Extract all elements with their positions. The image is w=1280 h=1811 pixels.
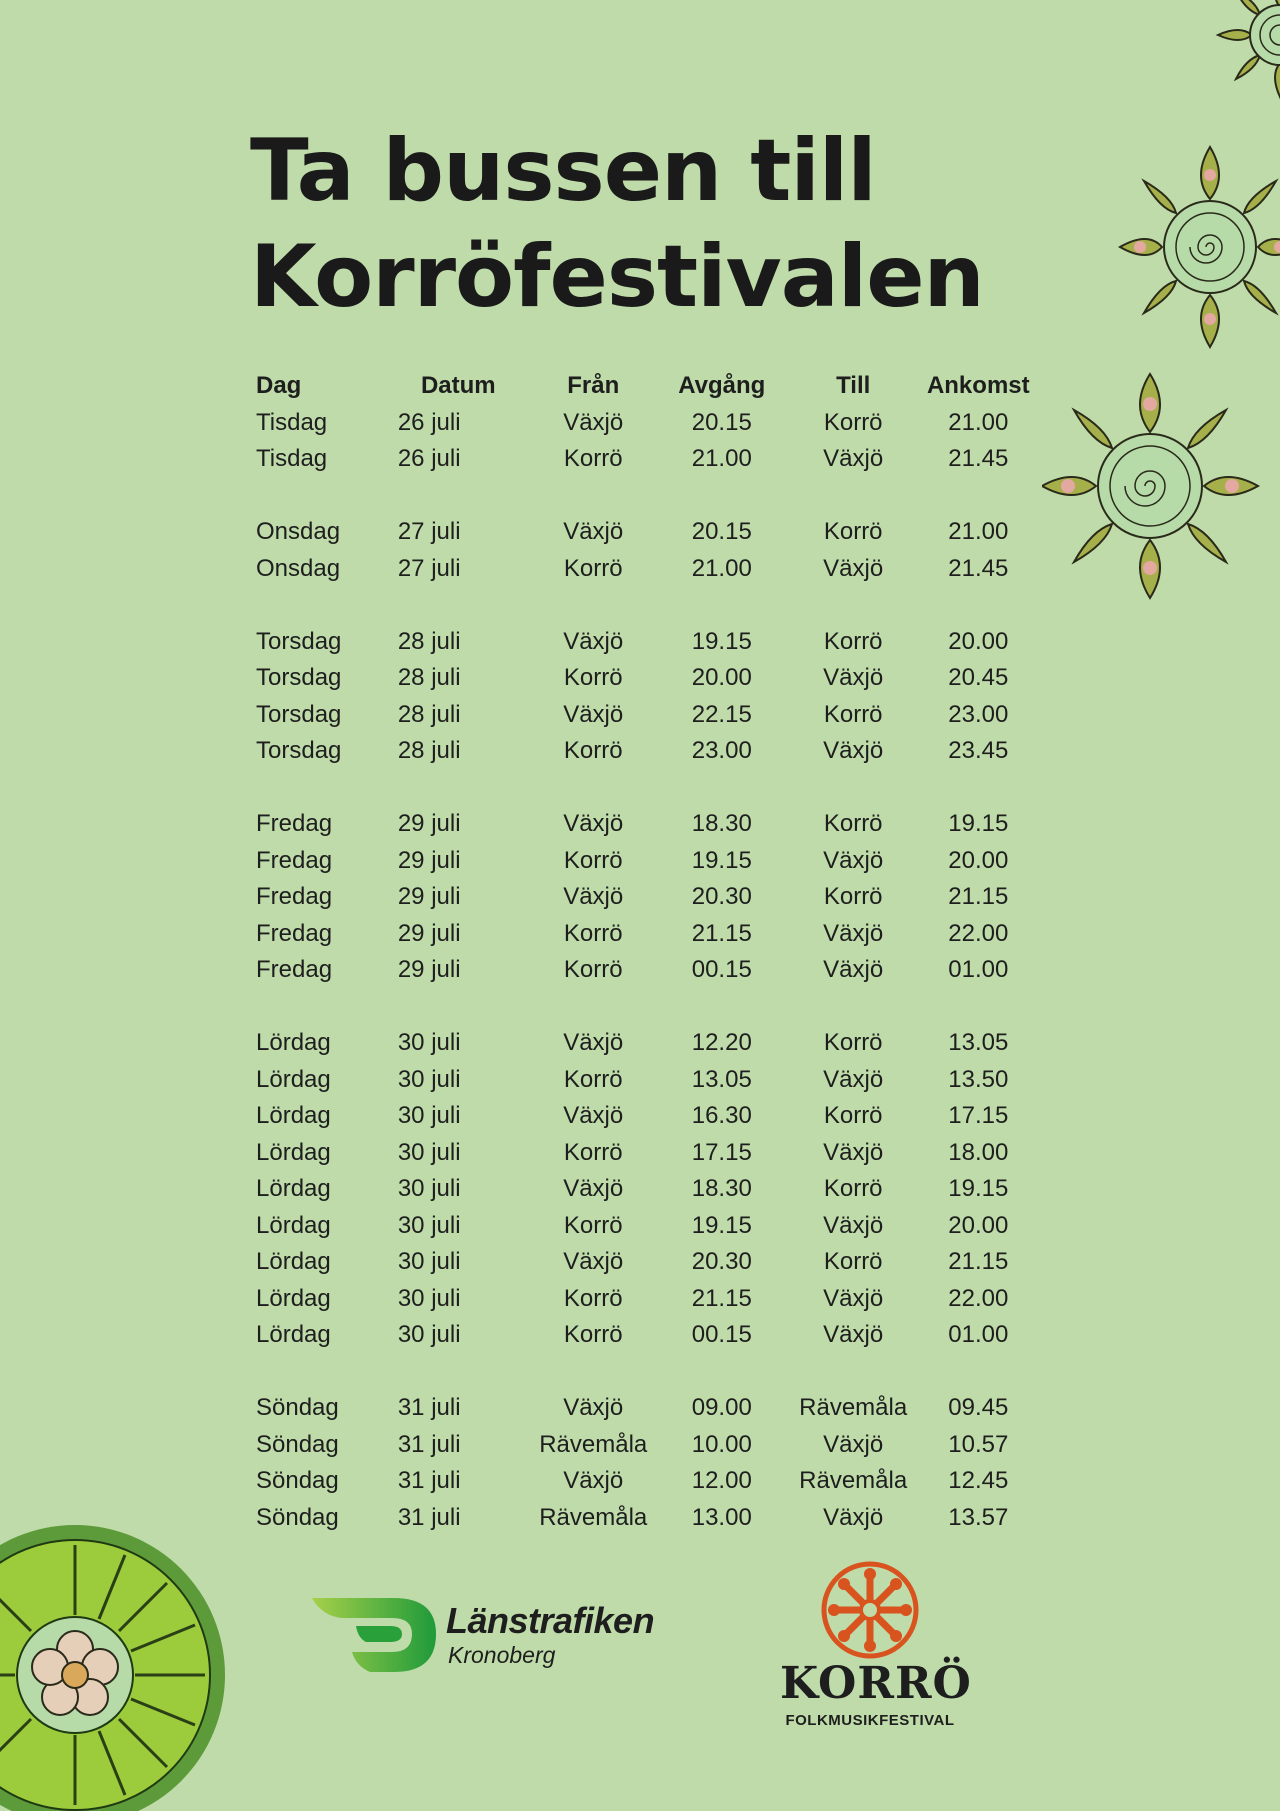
cell-departure: 00.15 bbox=[691, 956, 752, 983]
cell-to: Rävemåla bbox=[799, 1394, 908, 1421]
cell-arrival: 22.00 bbox=[948, 1284, 1009, 1312]
table-row bbox=[256, 1098, 1036, 1135]
cell-to: Växjö bbox=[823, 664, 884, 691]
cell-arrival: 10.57 bbox=[948, 1430, 1009, 1458]
table-row bbox=[256, 733, 1036, 770]
flower-decoration-icon bbox=[0, 1525, 235, 1811]
cell-day: Torsdag bbox=[256, 627, 342, 655]
cell-date: 30 juli bbox=[397, 1029, 461, 1056]
cell-arrival: 22.00 bbox=[948, 919, 1009, 947]
cell-arrival: 21.45 bbox=[948, 445, 1009, 472]
cell-date: 30 juli bbox=[397, 1284, 461, 1312]
cell-date: 30 juli bbox=[397, 1321, 461, 1348]
cell-day: Lördag bbox=[256, 1065, 331, 1093]
cell-arrival: 13.05 bbox=[948, 1029, 1009, 1056]
cell-to: Korrö bbox=[823, 1175, 883, 1202]
bus-schedule-table bbox=[256, 368, 1036, 1536]
group-spacer-cell bbox=[256, 587, 1036, 624]
cell-date: 31 juli bbox=[397, 1503, 461, 1531]
cell-to: Växjö bbox=[823, 919, 884, 947]
cell-from: Korrö bbox=[563, 1211, 623, 1239]
table-row bbox=[256, 624, 1036, 661]
cell-to: Korrö bbox=[823, 883, 883, 910]
cell-day: Torsdag bbox=[256, 664, 342, 691]
korro-subtitle: FOLKMUSIKFESTIVAL bbox=[785, 1712, 955, 1729]
cell-arrival: 19.15 bbox=[948, 810, 1009, 837]
cell-from: Korrö bbox=[563, 1284, 623, 1312]
cell-arrival: 21.00 bbox=[948, 408, 1009, 436]
cell-day: Onsdag bbox=[256, 554, 341, 582]
cell-arrival: 21.15 bbox=[948, 883, 1009, 910]
cell-day: Fredag bbox=[256, 883, 333, 910]
cell-arrival: 13.57 bbox=[948, 1503, 1009, 1531]
group-spacer-cell bbox=[256, 478, 1036, 515]
cell-day: Fredag bbox=[256, 956, 333, 983]
header-from: Från bbox=[567, 372, 620, 399]
sun-flower-icon-top bbox=[1200, 0, 1280, 130]
cell-day: Lördag bbox=[256, 1284, 331, 1312]
cell-to: Växjö bbox=[823, 1321, 884, 1348]
cell-arrival: 13.50 bbox=[948, 1065, 1009, 1093]
cell-departure: 17.15 bbox=[691, 1138, 752, 1166]
cell-departure: 09.00 bbox=[691, 1394, 752, 1421]
cell-day: Lördag bbox=[256, 1175, 331, 1202]
header-to: Till bbox=[836, 372, 871, 399]
table-row bbox=[256, 879, 1036, 916]
cell-day: Lördag bbox=[256, 1211, 331, 1239]
cell-date: 26 juli bbox=[397, 445, 461, 472]
table-row bbox=[256, 1390, 1036, 1427]
cell-departure: 21.15 bbox=[691, 1284, 752, 1312]
header-day: Dag bbox=[256, 372, 302, 399]
cell-departure: 13.00 bbox=[691, 1503, 752, 1531]
table-row bbox=[256, 1062, 1036, 1099]
cell-day: Söndag bbox=[256, 1430, 339, 1458]
cell-to: Växjö bbox=[823, 737, 884, 764]
cell-date: 30 juli bbox=[397, 1211, 461, 1239]
cell-arrival: 20.45 bbox=[948, 664, 1009, 691]
cell-from: Korrö bbox=[563, 737, 623, 764]
group-spacer-cell bbox=[256, 770, 1036, 807]
cell-date: 30 juli bbox=[397, 1102, 461, 1129]
cell-day: Fredag bbox=[256, 846, 333, 874]
cell-departure: 19.15 bbox=[691, 846, 752, 874]
cell-date: 29 juli bbox=[397, 919, 461, 947]
cell-to: Korrö bbox=[823, 700, 883, 728]
cell-departure: 00.15 bbox=[691, 1321, 752, 1348]
cell-departure: 21.00 bbox=[691, 445, 752, 472]
table-row bbox=[256, 1025, 1036, 1062]
cell-date: 30 juli bbox=[397, 1248, 461, 1275]
cell-date: 27 juli bbox=[397, 518, 461, 545]
cell-from: Växjö bbox=[563, 408, 624, 436]
cell-from: Korrö bbox=[563, 919, 623, 947]
lanstrafiken-swoosh-icon bbox=[312, 1596, 440, 1674]
cell-from: Rävemåla bbox=[539, 1430, 648, 1458]
korro-name: KORRÖ bbox=[780, 1658, 972, 1709]
cell-to: Korrö bbox=[823, 1102, 883, 1129]
cell-day: Lördag bbox=[256, 1321, 331, 1348]
schedule-body bbox=[256, 405, 1036, 1537]
cell-to: Korrö bbox=[823, 408, 883, 436]
group-spacer-cell bbox=[256, 989, 1036, 1026]
table-row bbox=[256, 806, 1036, 843]
cell-day: Lördag bbox=[256, 1029, 331, 1056]
table-row bbox=[256, 1244, 1036, 1281]
sun-flower-icon-middle bbox=[1110, 145, 1280, 360]
group-spacer bbox=[256, 587, 1036, 624]
cell-to: Korrö bbox=[823, 518, 883, 545]
cell-day: Fredag bbox=[256, 919, 333, 947]
table-row bbox=[256, 1208, 1036, 1245]
lanstrafiken-logo bbox=[312, 1596, 662, 1686]
table-row bbox=[256, 952, 1036, 989]
cell-departure: 13.05 bbox=[691, 1065, 752, 1093]
cell-date: 31 juli bbox=[397, 1467, 461, 1494]
cell-day: Söndag bbox=[256, 1394, 339, 1421]
table-row bbox=[256, 441, 1036, 478]
cell-to: Växjö bbox=[823, 1065, 884, 1093]
cell-departure: 10.00 bbox=[691, 1430, 752, 1458]
cell-from: Växjö bbox=[563, 1029, 624, 1056]
cell-to: Korrö bbox=[823, 810, 883, 837]
cell-to: Korrö bbox=[823, 1248, 883, 1275]
table-row bbox=[256, 405, 1036, 442]
cell-arrival: 23.00 bbox=[948, 700, 1009, 728]
cell-day: Onsdag bbox=[256, 518, 341, 545]
cell-departure: 20.00 bbox=[691, 664, 752, 691]
table-row bbox=[256, 697, 1036, 734]
cell-departure: 23.00 bbox=[691, 737, 752, 764]
sun-flower-icon-lower bbox=[1042, 370, 1272, 610]
page-title bbox=[250, 118, 984, 330]
cell-date: 30 juli bbox=[397, 1138, 461, 1166]
cell-from: Korrö bbox=[563, 956, 623, 983]
cell-to: Växjö bbox=[823, 956, 884, 983]
table-row bbox=[256, 916, 1036, 953]
cell-date: 30 juli bbox=[397, 1175, 461, 1202]
cell-day: Torsdag bbox=[256, 700, 342, 728]
lanstrafiken-name: Länstrafiken bbox=[446, 1600, 655, 1641]
cell-from: Växjö bbox=[563, 1175, 624, 1202]
cell-to: Korrö bbox=[823, 627, 883, 655]
korro-wheel-icon bbox=[820, 1560, 920, 1660]
cell-departure: 22.15 bbox=[691, 700, 752, 728]
cell-arrival: 01.00 bbox=[948, 956, 1009, 983]
korro-logo bbox=[780, 1560, 980, 1740]
table-row bbox=[256, 843, 1036, 880]
cell-from: Växjö bbox=[563, 1394, 624, 1421]
table-row bbox=[256, 514, 1036, 551]
cell-to: Växjö bbox=[823, 1284, 884, 1312]
cell-day: Lördag bbox=[256, 1138, 331, 1166]
cell-from: Korrö bbox=[563, 445, 623, 472]
cell-departure: 16.30 bbox=[691, 1102, 752, 1129]
cell-date: 31 juli bbox=[397, 1394, 461, 1421]
cell-to: Korrö bbox=[823, 1029, 883, 1056]
cell-date: 26 juli bbox=[397, 408, 461, 436]
cell-arrival: 20.00 bbox=[948, 846, 1009, 874]
cell-date: 29 juli bbox=[397, 956, 461, 983]
cell-date: 28 juli bbox=[397, 700, 461, 728]
cell-departure: 20.30 bbox=[691, 1248, 752, 1275]
cell-from: Växjö bbox=[563, 1102, 624, 1129]
cell-arrival: 12.45 bbox=[948, 1467, 1009, 1494]
page-title-line-1: Ta bussen till bbox=[250, 121, 876, 221]
cell-date: 29 juli bbox=[397, 883, 461, 910]
lanstrafiken-subtitle: Kronoberg bbox=[448, 1642, 556, 1668]
group-spacer bbox=[256, 1354, 1036, 1391]
cell-departure: 20.15 bbox=[691, 518, 752, 545]
cell-from: Korrö bbox=[563, 664, 623, 691]
cell-from: Rävemåla bbox=[539, 1503, 648, 1531]
cell-arrival: 09.45 bbox=[948, 1394, 1009, 1421]
cell-to: Rävemåla bbox=[799, 1467, 908, 1494]
table-row bbox=[256, 1317, 1036, 1354]
cell-date: 28 juli bbox=[397, 664, 461, 691]
table-row bbox=[256, 1463, 1036, 1500]
cell-to: Växjö bbox=[823, 846, 884, 874]
group-spacer-cell bbox=[256, 1354, 1036, 1391]
cell-day: Torsdag bbox=[256, 737, 342, 764]
cell-date: 30 juli bbox=[397, 1065, 461, 1093]
table-header-row bbox=[256, 368, 1036, 405]
cell-day: Lördag bbox=[256, 1102, 331, 1129]
table-row bbox=[256, 551, 1036, 588]
group-spacer bbox=[256, 478, 1036, 515]
cell-departure: 19.15 bbox=[691, 1211, 752, 1239]
table-row bbox=[256, 1427, 1036, 1464]
cell-from: Korrö bbox=[563, 554, 623, 582]
cell-arrival: 01.00 bbox=[948, 1321, 1009, 1348]
cell-day: Söndag bbox=[256, 1503, 339, 1531]
cell-to: Växjö bbox=[823, 1430, 884, 1458]
cell-from: Växjö bbox=[563, 1248, 624, 1275]
cell-departure: 12.20 bbox=[691, 1029, 752, 1056]
page-title-line-2: Korröfestivalen bbox=[250, 227, 984, 327]
cell-from: Korrö bbox=[563, 1321, 623, 1348]
header-date: Datum bbox=[420, 372, 496, 399]
header-arrival: Ankomst bbox=[926, 372, 1030, 399]
cell-from: Växjö bbox=[563, 700, 624, 728]
cell-arrival: 21.45 bbox=[948, 554, 1009, 582]
cell-date: 29 juli bbox=[397, 846, 461, 874]
cell-day: Söndag bbox=[256, 1467, 339, 1494]
cell-day: Tisdag bbox=[256, 408, 328, 436]
cell-arrival: 21.00 bbox=[948, 518, 1009, 545]
cell-from: Växjö bbox=[563, 627, 624, 655]
cell-departure: 21.15 bbox=[691, 919, 752, 947]
cell-arrival: 18.00 bbox=[948, 1138, 1009, 1166]
cell-departure: 18.30 bbox=[691, 1175, 752, 1202]
table-row bbox=[256, 1500, 1036, 1537]
cell-day: Lördag bbox=[256, 1248, 331, 1275]
cell-from: Växjö bbox=[563, 518, 624, 545]
cell-date: 27 juli bbox=[397, 554, 461, 582]
cell-date: 31 juli bbox=[397, 1430, 461, 1458]
table-row bbox=[256, 1135, 1036, 1172]
cell-arrival: 20.00 bbox=[948, 1211, 1009, 1239]
cell-date: 29 juli bbox=[397, 810, 461, 837]
cell-from: Korrö bbox=[563, 846, 623, 874]
cell-date: 28 juli bbox=[397, 627, 461, 655]
cell-departure: 12.00 bbox=[691, 1467, 752, 1494]
cell-from: Växjö bbox=[563, 810, 624, 837]
cell-arrival: 19.15 bbox=[948, 1175, 1009, 1202]
cell-arrival: 20.00 bbox=[948, 627, 1009, 655]
group-spacer bbox=[256, 989, 1036, 1026]
cell-arrival: 17.15 bbox=[948, 1102, 1009, 1129]
cell-to: Växjö bbox=[823, 554, 884, 582]
cell-to: Växjö bbox=[823, 1503, 884, 1531]
cell-from: Korrö bbox=[563, 1138, 623, 1166]
cell-day: Tisdag bbox=[256, 445, 328, 472]
group-spacer bbox=[256, 770, 1036, 807]
cell-from: Korrö bbox=[563, 1065, 623, 1093]
cell-departure: 19.15 bbox=[691, 627, 752, 655]
cell-departure: 20.30 bbox=[691, 883, 752, 910]
table-row bbox=[256, 660, 1036, 697]
cell-departure: 21.00 bbox=[691, 554, 752, 582]
cell-to: Växjö bbox=[823, 1211, 884, 1239]
cell-departure: 20.15 bbox=[691, 408, 752, 436]
cell-date: 28 juli bbox=[397, 737, 461, 764]
cell-from: Växjö bbox=[563, 1467, 624, 1494]
cell-to: Växjö bbox=[823, 445, 884, 472]
cell-day: Fredag bbox=[256, 810, 333, 837]
cell-departure: 18.30 bbox=[691, 810, 752, 837]
header-departure: Avgång bbox=[678, 372, 766, 399]
cell-arrival: 21.15 bbox=[948, 1248, 1009, 1275]
table-row bbox=[256, 1281, 1036, 1318]
table-row bbox=[256, 1171, 1036, 1208]
cell-to: Växjö bbox=[823, 1138, 884, 1166]
cell-arrival: 23.45 bbox=[948, 737, 1009, 764]
cell-from: Växjö bbox=[563, 883, 624, 910]
